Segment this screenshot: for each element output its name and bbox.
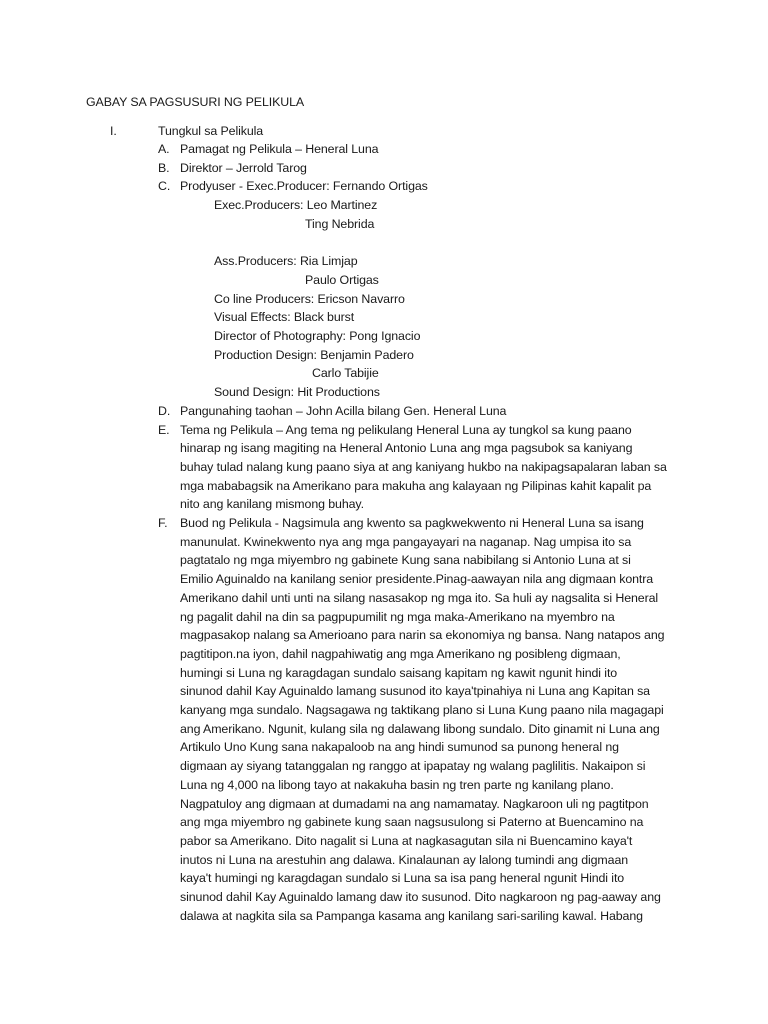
summary-line: Emilio Aguinaldo na kanilang senior presidente.Pinag-aawayan nila ang digmaan kontra <box>180 572 654 587</box>
list-item-b <box>158 159 698 178</box>
photography-line: Director of Photography: Pong Ignacio <box>214 329 421 344</box>
summary-line: inutos ni Luna na arestuhin ang dalawa. Kinalaunan ay lalong tumindi ang digmaan <box>180 852 629 867</box>
section-number: I. <box>110 124 117 138</box>
summary-line: Buod ng Pelikula - Nagsimula ang kwento sa pagkwekwento ni Heneral Luna sa isang <box>180 516 644 531</box>
list-letter: F. <box>158 516 168 531</box>
summary-line: kanyang mga sundalo. Nagsagawa ng taktikang plano si Luna Kung paano nila magagapi <box>180 703 664 718</box>
summary-line: magpasakop nalang sa Amerioano para narin sa ekonomiya ng bansa. Nang natapos ang <box>180 628 665 643</box>
summary-line: dalawa at nagkita sila sa Pampanga kasama ang kanilang sari-sariling kawal. Habang <box>180 908 643 923</box>
theme-line: buhay tulad nalang kung paano siya at ang kaniyang hukbo na nakipagsapalaran laban sa <box>180 459 667 474</box>
production-design-line-2: Carlo Tabijie <box>312 366 379 381</box>
section-heading: Tungkul sa Pelikula <box>158 124 264 138</box>
summary-line: ang mga miyembro ng gabinete kung saan nagsusulong si Paterno at Buencamino na <box>180 815 644 830</box>
summary-line: pagtatalo ng mga miyembro ng gabinete Kung sana nabibilang si Antonio Luna at si <box>180 553 631 568</box>
ass-producers-line: Ass.Producers: Ria Limjap <box>214 254 358 269</box>
theme-line: Tema ng Pelikula – Ang tema ng pelikulang Heneral Luna ay tungkol sa kung paano <box>180 422 632 437</box>
list-item-f <box>158 514 698 925</box>
director-line: Direktor – Jerrold Tarog <box>180 160 307 175</box>
summary-line: pabor sa Amerikano. Dito nagalit si Luna at nagkasagutan sila ni Buencamino kaya't <box>180 834 633 848</box>
list-letter: C. <box>158 179 171 194</box>
list-item-c <box>158 177 698 401</box>
list-letter: D. <box>158 403 171 418</box>
summary-line: Luna ng 4,000 na libong tayo at nakakuha basin ng tren parte ng kanilang plano. <box>180 777 614 792</box>
list-letter: E. <box>158 422 170 437</box>
producer-line: Prodyuser - Exec.Producer: Fernando Ortigas <box>180 179 428 194</box>
title-line: Pamagat ng Pelikula – Heneral Luna <box>180 142 379 156</box>
exec-producers-line: Exec.Producers: Leo Martinez <box>214 198 378 213</box>
summary-line: sinunod dahil Kay Aguinaldo lamang daw ito susunod. Dito nagkaroon ng pag-aaway ang <box>180 890 661 905</box>
main-character-line: Pangunahing taohan – John Acilla bilang Gen. Heneral Luna <box>180 403 507 418</box>
list-letter: B. <box>158 160 170 175</box>
summary-line: pagtitipon.na iyon, dahil nagpahiwatig ang mga Amerikano ng posibleng digmaan, <box>180 646 621 661</box>
ass-producers-line-2: Paulo Ortigas <box>305 272 379 287</box>
blank-line <box>180 234 698 253</box>
summary-line: humingi si Luna ng karagdagan sundalo saisang kapitam ng kawit ngunit hindi ito <box>180 665 618 680</box>
summary-line: digmaan ay siyang tatanggalan ng ranggo at ipapatay ng walang paglilitis. Nakaipon si <box>180 759 646 774</box>
summary-line: manunulat. Kwinekwento nya ang mga pangayayari na naganap. Nag umpisa ito sa <box>180 534 632 549</box>
list-letter: A. <box>158 142 170 156</box>
document-body <box>158 140 698 926</box>
summary-line: Nagpatuloy ang digmaan at dumadami na ang namamatay. Nagkaroon uli ng pagtitpon <box>180 796 649 811</box>
summary-line: sinunod dahil Kay Aguinaldo lamang susunod ito kaya'tpinahiya ni Luna ang Kapitan sa <box>180 684 650 699</box>
visual-effects-line: Visual Effects: Black burst <box>214 310 355 325</box>
list-item-d <box>158 402 698 421</box>
production-design-line: Production Design: Benjamin Padero <box>214 347 414 362</box>
summary-line: Amerikano dahil unti unti na silang nasasakop ng mga ito. Sa huli ay nagsalita si Heneral <box>180 590 659 605</box>
co-line-producers-line: Co line Producers: Ericson Navarro <box>214 291 405 306</box>
summary-line: ng pagalit dahil na din sa pagpupumilit ng mga maka-Amerikano na myembro na <box>180 609 615 624</box>
exec-producers-line-2: Ting Nebrida <box>305 216 375 231</box>
sound-design-line: Sound Design: Hit Productions <box>214 385 380 400</box>
document-title: GABAY SA PAGSUSURI NG PELIKULA <box>86 95 305 109</box>
theme-line: mga mababagsik na Amerikano para makuha ang kalayaan ng Pilipinas kahit kapalit pa <box>180 478 652 493</box>
summary-line: ang Amerikano. Ngunit, kulang sila ng dalawang libong sundalo. Dito ginamit ni Luna ang <box>180 721 660 736</box>
list-item-e <box>158 421 698 515</box>
summary-line: Artikulo Uno Kung sana nakapaloob na ang hindi sumunod sa punong heneral ng <box>180 740 619 755</box>
theme-line: nito ang kanilang mismong buhay. <box>180 497 364 512</box>
list-item-a <box>158 140 698 159</box>
summary-line: kaya't humingi ng karagdagan sundalo si Luna sa isa pang heneral ngunit Hindi ito <box>180 871 625 886</box>
theme-line: hinarap ng isang magiting na Heneral Antonio Luna ang mga pagsubok sa kaniyang <box>180 441 633 456</box>
